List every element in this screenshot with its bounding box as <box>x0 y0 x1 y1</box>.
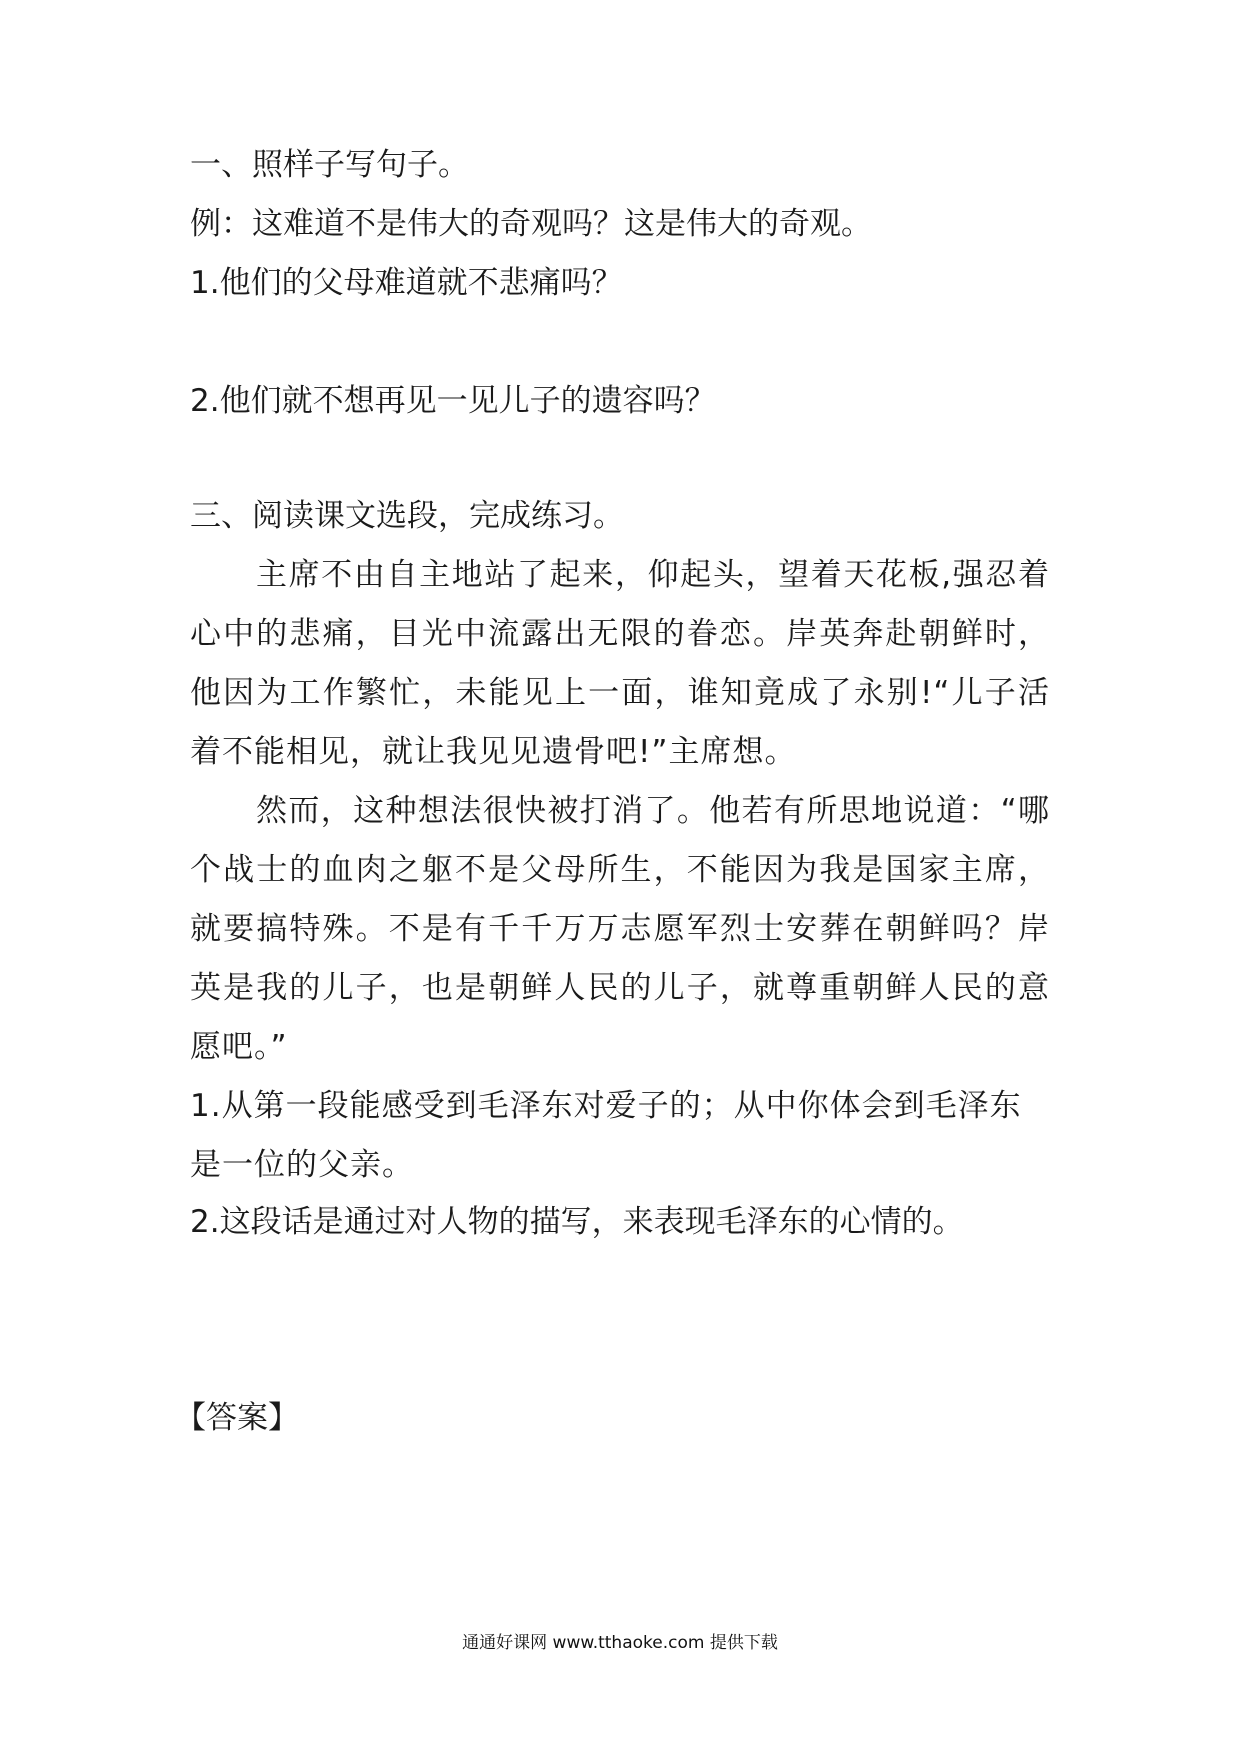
page-footer: 通通好课网 www.tthaoke.com 提供下载 <box>462 1633 778 1653</box>
section3-question-1: 1.从第一段能感受到毛泽东对爱子的；从中你体会到毛泽东是一位的父亲。 <box>190 1088 1022 1183</box>
section3-question-2: 2.这段话是通过对人物的描写，来表现毛泽东的心情的。 <box>190 1204 964 1240</box>
section1-question-1: 1.他们的父母难道就不悲痛吗？ <box>190 265 623 301</box>
section1-question-2: 2.他们就不想再见一见儿子的遗容吗？ <box>190 383 716 419</box>
passage-paragraph-1: 主席不由自主地站了起来，仰起头，望着天花板,强忍着心中的悲痛，目光中流露出无限的眷恋。岸英奔赴朝鲜时，他因为工作繁忙，未能见上一面，谁知竟成了永别!“儿子活着不能相见，就让我见见遗骨吧!”主席想。 <box>190 557 1050 770</box>
section1-example: 例：这难道不是伟大的奇观吗？这是伟大的奇观。 <box>190 206 872 242</box>
section3-heading: 三、阅读课文选段，完成练习。 <box>190 498 624 534</box>
section1-heading: 一、照样子写句子。 <box>190 147 469 183</box>
passage-paragraph-2: 然而，这种想法很快被打消了。他若有所思地说道：“哪个战士的血肉之躯不是父母所生，不能因为我是国家主席，就要搞特殊。不是有千千万万志愿军烈士安葬在朝鲜吗？岸英是我的儿子，也是朝鲜人民的儿子，就尊重朝鲜人民的意愿吧。” <box>190 793 1050 1065</box>
answer-label: 【答案】 <box>175 1400 299 1436</box>
